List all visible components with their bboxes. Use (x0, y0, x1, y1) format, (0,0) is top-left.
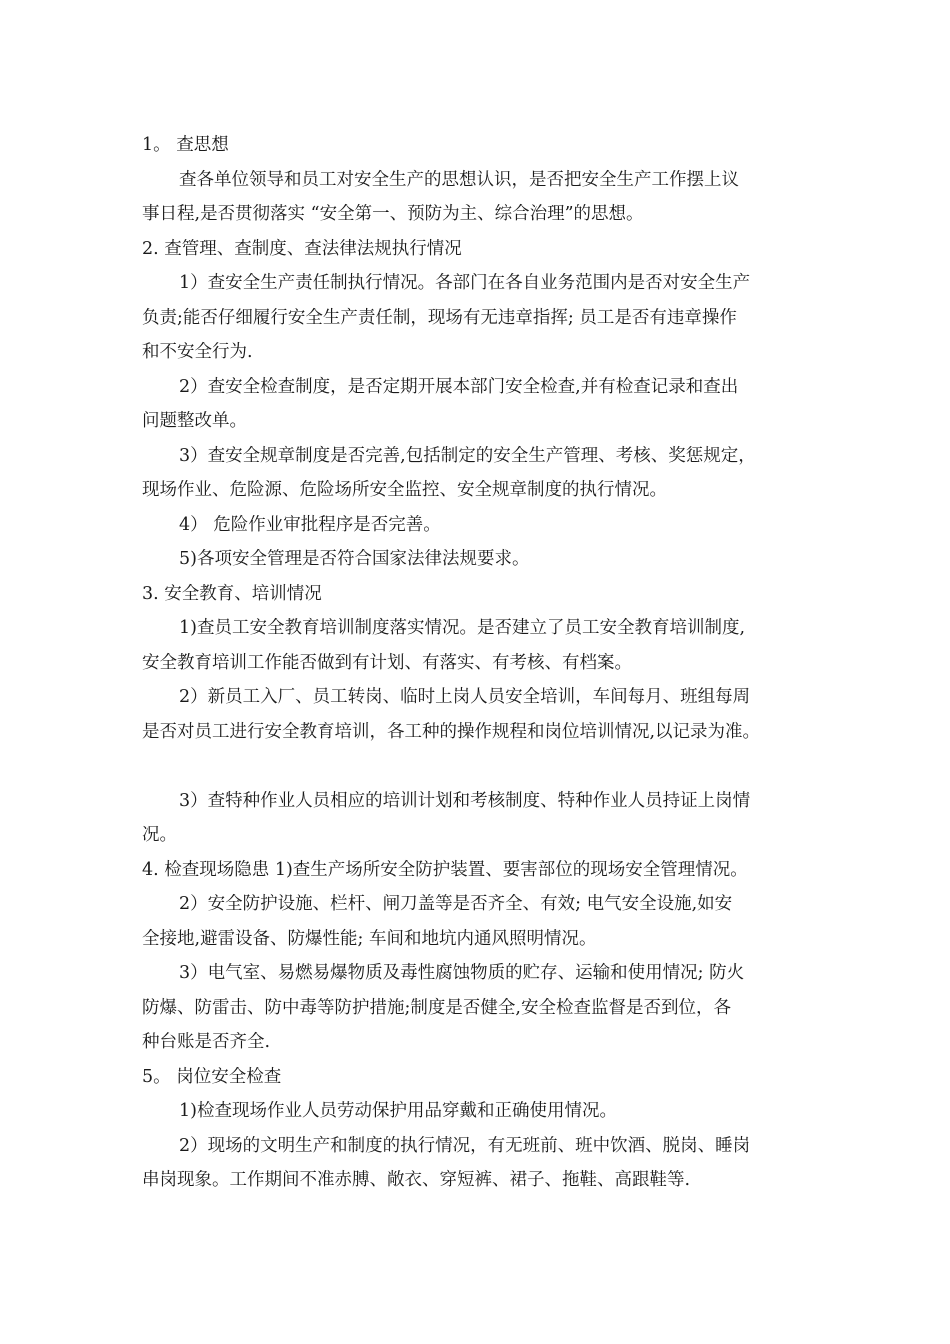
paragraph-line: 安全教育培训工作能否做到有计划、有落实、有考核、有档案。 (142, 652, 632, 673)
paragraph-line: 现场作业、危险源、危险场所安全监控、安全规章制度的执行情况。 (142, 480, 667, 500)
paragraph-line: 串岗现象。工作期间不准赤膊、敞衣、穿短裤、裙子、拖鞋、高跟鞋等. (142, 1170, 691, 1190)
paragraph-line: 2）查安全检查制度，是否定期开展本部门安全检查,并有检查记录和查出 (179, 376, 739, 397)
section-heading-3: 3. 安全教育、培训情况 (142, 583, 322, 604)
paragraph-line: 1）查安全生产责任制执行情况。各部门在各自业务范围内是否对安全生产 (179, 273, 751, 293)
paragraph-line: 3）电气室、易燃易爆物质及毒性腐蚀物质的贮存、运输和使用情况; 防火 (179, 963, 745, 983)
paragraph-line: 和不安全行为. (142, 342, 253, 362)
paragraph-line: 事日程,是否贯彻落实 “安全第一、预防为主、综合治理”的思想。 (142, 204, 644, 224)
paragraph-line: 查各单位领导和员工对安全生产的思想认识，是否把安全生产工作摆上议 (179, 169, 739, 190)
section-heading-2: 2. 查管理、查制度、查法律法规执行情况 (142, 238, 462, 259)
paragraph-line: 全接地,避雷设备、防爆性能; 车间和地坑内通风照明情况。 (142, 928, 597, 949)
paragraph-line: 问题整改单。 (142, 411, 247, 431)
paragraph-line: 负责;能否仔细履行安全生产责任制，现场有无违章指挥; 员工是否有违章操作 (142, 307, 737, 328)
paragraph-line: 1)检查现场作业人员劳动保护用品穿戴和正确使用情况。 (179, 1101, 617, 1121)
section-heading-4: 4. 检查现场隐患 1)查生产场所安全防护装置、要害部位的现场安全管理情况。 (142, 859, 748, 880)
section-heading-1: 1。 查思想 (142, 135, 229, 155)
paragraph-line: 5)各项安全管理是否符合国家法律法规要求。 (179, 549, 530, 569)
paragraph-line: 4） 危险作业审批程序是否完善。 (179, 514, 441, 535)
paragraph-line: 2）现场的文明生产和制度的执行情况，有无班前、班中饮酒、脱岗、睡岗 (179, 1135, 751, 1156)
paragraph-line: 是否对员工进行安全教育培训，各工种的操作规程和岗位培训情况,以记录为准。 (142, 721, 761, 742)
blank-line (142, 749, 822, 784)
paragraph-line: 种台账是否齐全. (142, 1032, 271, 1052)
section-heading-5: 5。 岗位安全检查 (142, 1066, 282, 1087)
paragraph-line: 2）新员工入厂、员工转岗、临时上岗人员安全培训，车间每月、班组每周 (179, 687, 751, 707)
paragraph-line: 防爆、防雷击、防中毒等防护措施;制度是否健全,安全检查监督是否到位，各 (142, 997, 731, 1018)
paragraph-line: 2）安全防护设施、栏杆、闸刀盖等是否齐全、有效; 电气安全设施,如安 (179, 894, 733, 914)
paragraph-line: 1)查员工安全教育培训制度落实情况。是否建立了员工安全教育培训制度, (179, 618, 746, 638)
paragraph-line: 况。 (142, 825, 177, 845)
paragraph-line: 3）查特种作业人员相应的培训计划和考核制度、特种作业人员持证上岗情 (179, 790, 751, 811)
document-body (142, 128, 822, 1198)
paragraph-line: 3）查安全规章制度是否完善,包括制定的安全生产管理、考核、奖惩规定， (179, 445, 756, 466)
